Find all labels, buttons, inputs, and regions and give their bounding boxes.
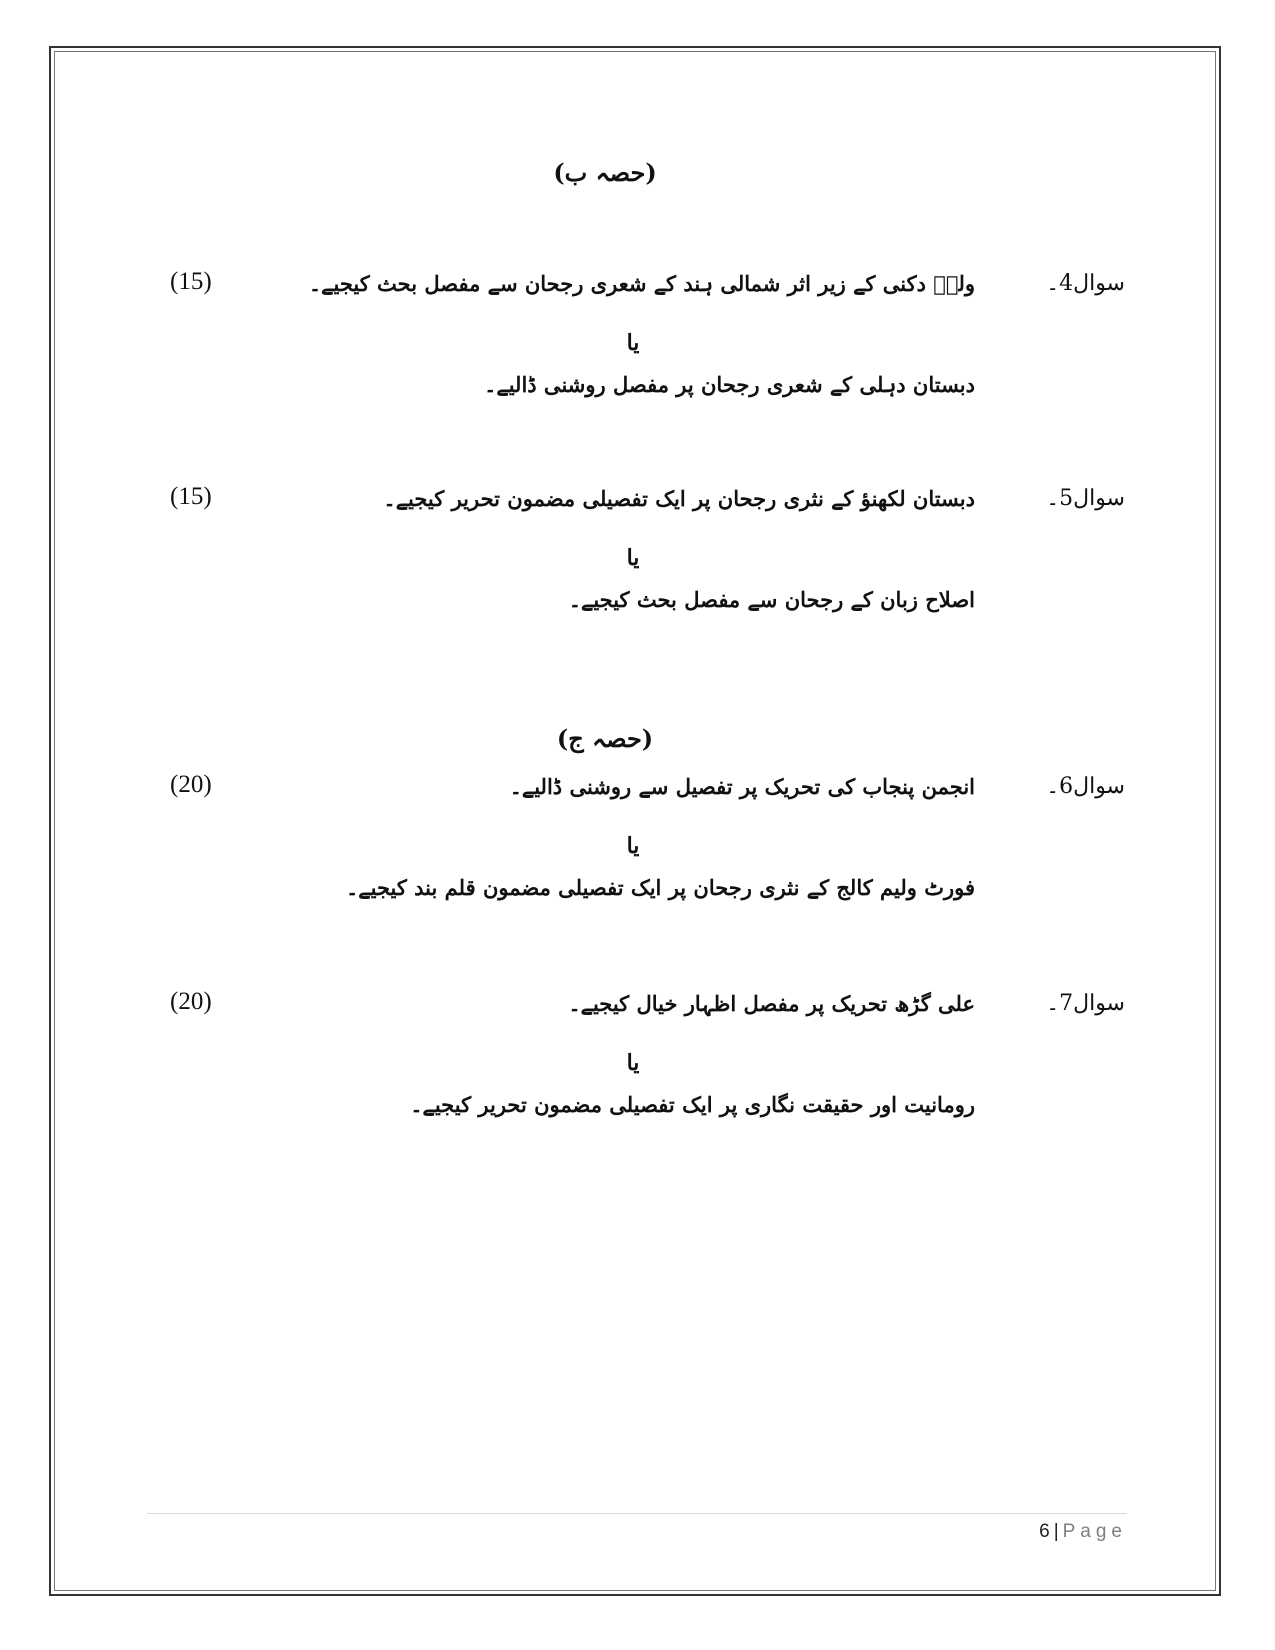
question-6-text: انجمن پنجاب کی تحریک پر تفصیل سے روشنی ڈالیے۔ [509, 774, 975, 799]
question-5-text: دبستان لکھنؤ کے نثری رجحان پر ایک تفصیلی مضمون تحریر کیجیے۔ [383, 486, 975, 511]
question-4-text: ولیؔ دکنی کے زیر اثر شمالی ہند کے شعری رجحان سے مفصل بحث کیجیے۔ [308, 271, 975, 296]
section-heading-b: (حصہ ب) [553, 158, 657, 187]
question-5-marks: (15) [170, 483, 212, 510]
question-7-text: علی گڑھ تحریک پر مفصل اظہار خیال کیجیے۔ [568, 991, 975, 1016]
question-4-marks: (15) [170, 268, 212, 295]
question-4-alternative: دبستان دہلی کے شعری رجحان پر مفصل روشنی ڈالیے۔ [484, 372, 975, 397]
page-word: Page [1062, 1521, 1127, 1542]
question-7-marks: (20) [170, 988, 212, 1015]
page-footer [1039, 1521, 1127, 1543]
question-6-alternative: فورٹ ولیم کالج کے نثری رجحان پر ایک تفصیلی مضمون قلم بند کیجیے۔ [346, 875, 975, 900]
footer-divider [147, 1513, 1127, 1514]
question-5-or: یا [626, 545, 640, 571]
question-4-label: سوال4۔ [1046, 271, 1125, 296]
question-6-or: یا [626, 833, 640, 859]
footer-separator: | [1053, 1521, 1059, 1542]
question-6-marks: (20) [170, 771, 212, 798]
question-7-alternative: رومانیت اور حقیقت نگاری پر ایک تفصیلی مضمون تحریر کیجیے۔ [410, 1092, 975, 1117]
section-heading-c: (حصہ ج) [556, 724, 654, 753]
question-7-label: سوال7۔ [1046, 991, 1125, 1016]
question-6-label: سوال6۔ [1046, 774, 1125, 799]
question-4-or: یا [626, 330, 640, 356]
question-7-or: یا [626, 1050, 640, 1076]
page-number: 6 [1039, 1521, 1050, 1542]
question-5-alternative: اصلاح زبان کے رجحان سے مفصل بحث کیجیے۔ [568, 587, 975, 612]
question-5-label: سوال5۔ [1046, 486, 1125, 511]
